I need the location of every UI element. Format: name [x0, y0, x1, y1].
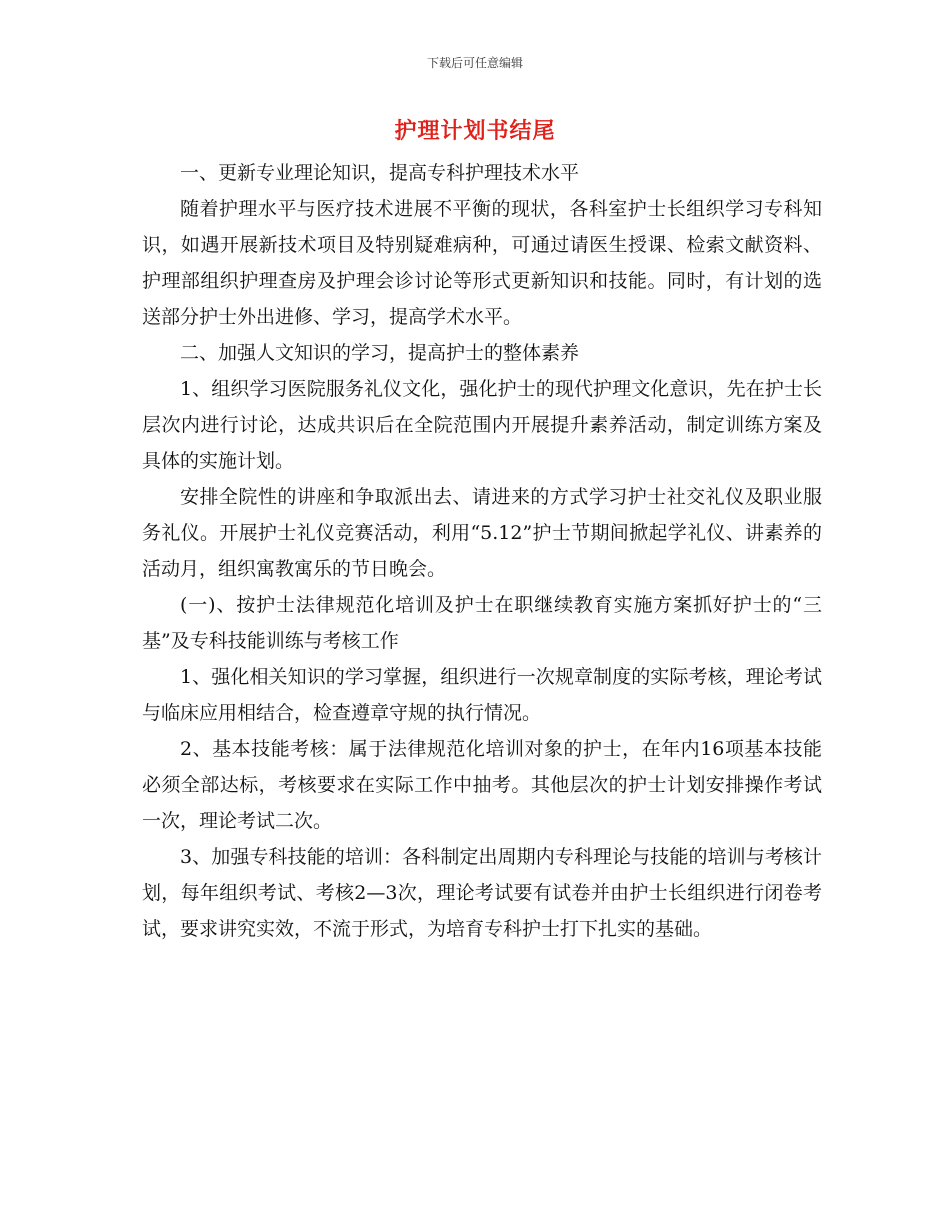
document-title: 护理计划书结尾: [394, 119, 556, 144]
paragraph: 随着护理水平与医疗技术进展不平衡的现状，各科室护士长组织学习专科知识，如遇开展新技术项目及特别疑难病种，可通过请医生授课、检索文献资料、护理部组织护理查房及护理会诊讨论等形式更新知识和技能。同时，有计划的选送部分护士外出进修、学习，提高学术水平。: [142, 198, 822, 328]
paragraph: 1、强化相关知识的学习掌握，组织进行一次规章制度的实际考核，理论考试与临床应用相结合，检查遵章守规的执行情况。: [142, 666, 822, 724]
paragraph-section-2-heading: 二、加强人文知识的学习，提高护士的整体素养: [180, 342, 580, 364]
document-body: [142, 155, 822, 947]
paragraph-section-1-heading: 一、更新专业理论知识，提高专科护理技术水平: [180, 162, 580, 184]
paragraph-subsection-heading: (一)、按护士法律规范化培训及护士在职继续教育实施方案抓好护士的“三基”及专科技能训练与考核工作: [142, 594, 822, 652]
paragraph: 1、组织学习医院服务礼仪文化，强化护士的现代护理文化意识，先在护士长层次内进行讨论，达成共识后在全院范围内开展提升素养活动，制定训练方案及具体的实施计划。: [142, 378, 822, 472]
paragraph: 3、加强专科技能的培训：各科制定出周期内专科理论与技能的培训与考核计划，每年组织考试、考核2—3次，理论考试要有试卷并由护士长组织进行闭卷考试，要求讲究实效，不流于形式，为培育专科护士打下扎实的基础。: [142, 846, 822, 940]
paragraph: 2、基本技能考核：属于法律规范化培训对象的护士，在年内16项基本技能必须全部达标，考核要求在实际工作中抽考。其他层次的护士计划安排操作考试一次，理论考试二次。: [142, 738, 822, 832]
paragraph: 安排全院性的讲座和争取派出去、请进来的方式学习护士社交礼仪及职业服务礼仪。开展护士礼仪竞赛活动，利用“5.12”护士节期间掀起学礼仪、讲素养的活动月，组织寓教寓乐的节日晚会。: [142, 486, 822, 580]
header-note: 下载后可任意编辑: [426, 56, 523, 70]
